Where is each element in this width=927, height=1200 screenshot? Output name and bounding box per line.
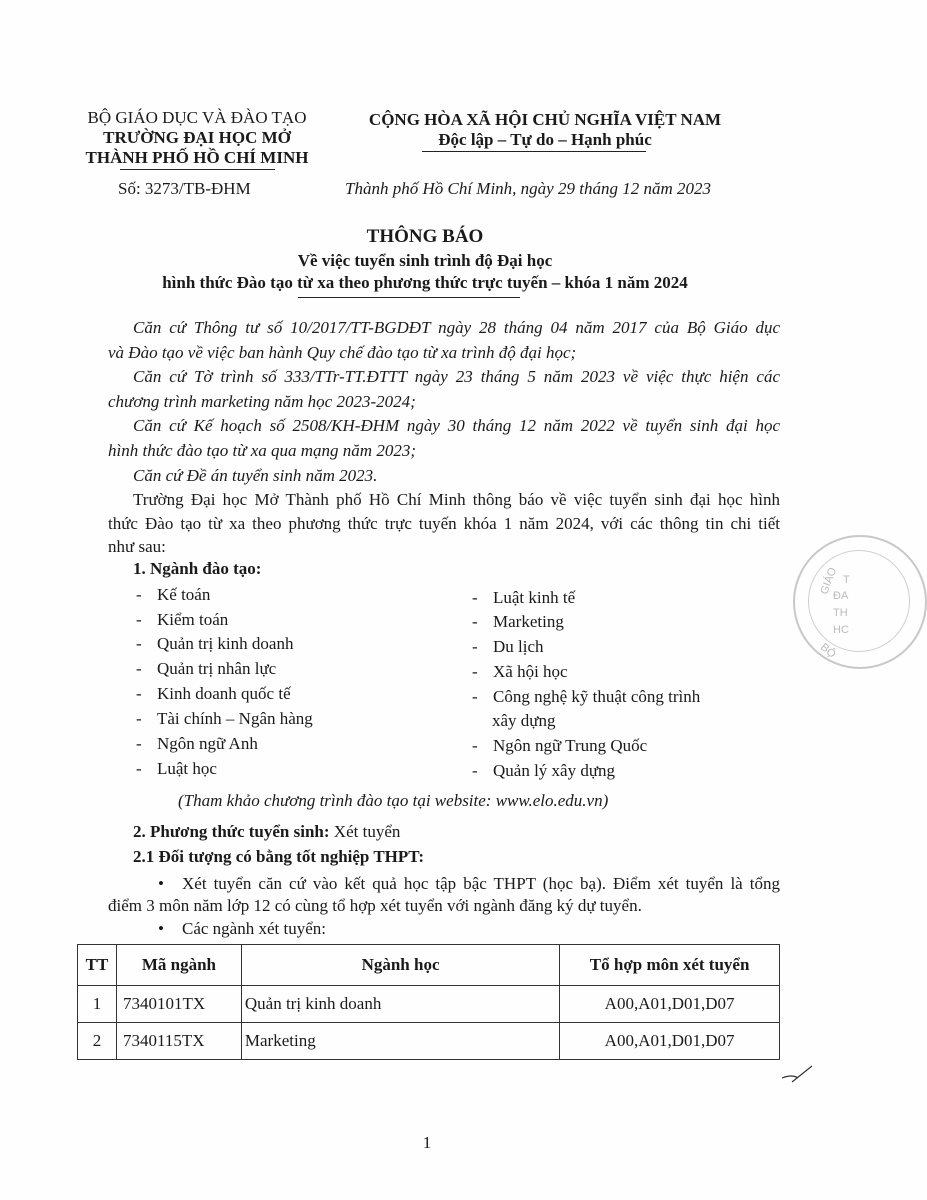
cell-tt: 1 — [78, 986, 117, 1023]
program-item: Ngôn ngữ Trung Quốc — [493, 736, 648, 755]
program-item: Xã hội học — [493, 662, 568, 681]
preamble-2-line-2: chương trình marketing năm học 2023-2024; — [108, 392, 416, 411]
dash-bullet: - — [472, 736, 478, 755]
page-number: 1 — [422, 1133, 432, 1152]
table-row — [78, 1023, 780, 1060]
dash-bullet: - — [136, 734, 142, 753]
dash-bullet: - — [136, 659, 142, 678]
programs-label: Các ngành xét tuyển: — [182, 919, 326, 938]
table-row — [78, 986, 780, 1023]
initials-signature-icon — [778, 1062, 818, 1086]
admission-table — [77, 944, 780, 1060]
cell-program: Quản trị kinh doanh — [241, 986, 559, 1023]
dash-bullet: - — [472, 637, 478, 656]
header-combination: Tổ hợp môn xét tuyển — [560, 945, 780, 986]
program-item: Công nghệ kỹ thuật công trình — [493, 687, 701, 706]
program-item: Luật học — [157, 759, 217, 778]
program-item: Kiểm toán — [157, 610, 229, 629]
program-item: Quản trị kinh doanh — [157, 634, 294, 653]
section-2-value: Xét tuyển — [329, 822, 401, 841]
dash-bullet: - — [472, 761, 478, 780]
program-item: Tài chính – Ngân hàng — [157, 709, 313, 728]
dash-bullet: - — [136, 759, 142, 778]
program-item: Kinh doanh quốc tế — [157, 684, 291, 703]
divider — [298, 297, 520, 298]
document-number: Số: 3273/TB-ĐHM — [118, 179, 251, 198]
bullet-icon: • — [158, 874, 164, 893]
program-item: Luật kinh tế — [493, 588, 576, 607]
ministry-name: BỘ GIÁO DỤC VÀ ĐÀO TẠO — [87, 108, 307, 127]
document-date: Thành phố Hồ Chí Minh, ngày 29 tháng 12 năm 2023 — [345, 179, 711, 198]
preamble-2-line-1: Căn cứ Tờ trình số 333/TTr-TT.ĐTTT ngày 23 tháng 5 năm 2023 về việc thực hiện các — [133, 367, 780, 386]
program-item: Du lịch — [493, 637, 544, 656]
section-1-heading: 1. Ngành đào tạo: — [133, 559, 262, 578]
university-name-2: THÀNH PHỐ HỒ CHÍ MINH — [85, 148, 309, 167]
dash-bullet: - — [472, 662, 478, 681]
university-name-1: TRƯỜNG ĐẠI HỌC MỞ — [103, 128, 291, 147]
program-item: Ngôn ngữ Anh — [157, 734, 258, 753]
cell-code: 7340115TX — [116, 1023, 241, 1060]
dash-bullet: - — [136, 684, 142, 703]
section-2-heading — [133, 822, 400, 842]
program-item: Marketing — [493, 612, 564, 631]
section-2-1-heading: 2.1 Đối tượng có bằng tốt nghiệp THPT: — [133, 847, 425, 866]
preamble-3-line-1: Căn cứ Kế hoạch số 2508/KH-ĐHM ngày 30 tháng 12 năm 2022 về tuyển sinh đại học — [133, 416, 780, 435]
preamble-3-line-2: hình thức đào tạo từ xa qua mạng năm 2023; — [108, 441, 416, 460]
bullet-icon: • — [158, 919, 164, 938]
preamble-4: Căn cứ Đề án tuyển sinh năm 2023. — [133, 466, 378, 485]
cell-combination: A00,A01,D01,D07 — [560, 986, 780, 1023]
motto: Độc lập – Tự do – Hạnh phúc — [438, 130, 652, 149]
dash-bullet: - — [472, 588, 478, 607]
dash-bullet: - — [136, 585, 142, 604]
program-item: Quản trị nhân lực — [157, 659, 277, 678]
dash-bullet: - — [136, 610, 142, 629]
divider — [422, 151, 646, 152]
document-subtitle-1: Về việc tuyển sinh trình độ Đại học — [297, 251, 553, 270]
document-subtitle-2: hình thức Đào tạo từ xa theo phương thức trực tuyến – khóa 1 năm 2024 — [162, 273, 688, 292]
preamble-1-line-2: và Đào tạo về việc ban hành Quy chế đào tạo từ xa trình độ đại học; — [108, 343, 577, 362]
dash-bullet: - — [136, 709, 142, 728]
criteria-line-2: điểm 3 môn năm lớp 12 có cùng tổ hợp xét tuyển với ngành đăng ký dự tuyển. — [108, 896, 642, 915]
section-2-label: 2. Phương thức tuyển sinh: — [133, 822, 330, 841]
cell-tt: 2 — [78, 1023, 117, 1060]
table-header-row — [78, 945, 780, 986]
intro-line-3: như sau: — [108, 537, 166, 556]
cell-combination: A00,A01,D01,D07 — [560, 1023, 780, 1060]
program-item: Kế toán — [157, 585, 211, 604]
intro-line-2: thức Đào tạo từ xa theo phương thức trực tuyến khóa 1 năm 2024, với các thông tin chi tiết — [108, 514, 780, 533]
reference-note: (Tham khảo chương trình đào tạo tại website: www.elo.edu.vn) — [178, 791, 609, 810]
intro-line-1: Trường Đại học Mở Thành phố Hồ Chí Minh thông báo về việc tuyển sinh đại học hình — [133, 490, 780, 509]
header-code: Mã ngành — [116, 945, 241, 986]
preamble-1-line-1: Căn cứ Thông tư số 10/2017/TT-BGDĐT ngày 28 tháng 04 năm 2017 của Bộ Giáo dục — [133, 318, 780, 337]
dash-bullet: - — [472, 687, 478, 706]
program-item-wrap: xây dựng — [492, 711, 556, 730]
document-title: THÔNG BÁO — [366, 226, 484, 247]
divider — [120, 169, 275, 170]
dash-bullet: - — [472, 612, 478, 631]
criteria-line-1: Xét tuyển căn cứ vào kết quả học tập bậc THPT (học bạ). Điểm xét tuyển là tổng — [182, 874, 780, 893]
cell-program: Marketing — [241, 1023, 559, 1060]
header-tt: TT — [78, 945, 117, 986]
cell-code: 7340101TX — [116, 986, 241, 1023]
dash-bullet: - — [136, 634, 142, 653]
country-name: CỘNG HÒA XÃ HỘI CHỦ NGHĨA VIỆT NAM — [368, 110, 722, 129]
program-item: Quản lý xây dựng — [493, 761, 616, 780]
header-program: Ngành học — [241, 945, 559, 986]
